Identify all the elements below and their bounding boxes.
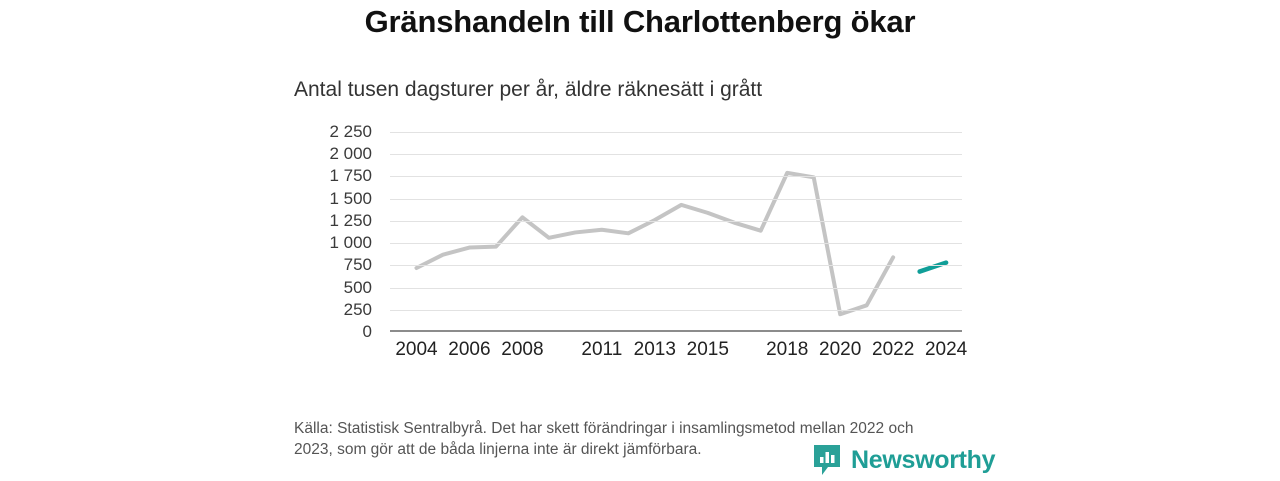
x-axis-tick-label: 2020 xyxy=(819,339,862,360)
gridline xyxy=(390,265,962,266)
y-axis-tick-label: 750 xyxy=(343,255,372,275)
y-axis-tick-label: 1 000 xyxy=(329,233,372,253)
x-axis-tick-label: 2015 xyxy=(686,339,729,360)
gridline xyxy=(390,132,962,133)
gridline xyxy=(390,310,962,311)
page-title: Gränshandeln till Charlottenberg ökar xyxy=(364,4,916,39)
x-axis-tick-label: 2024 xyxy=(924,339,968,360)
y-axis-tick-label: 2 250 xyxy=(329,122,372,141)
y-axis-tick-label: 250 xyxy=(343,299,372,319)
y-axis-tick-label: 2 000 xyxy=(329,144,372,164)
gridline xyxy=(390,243,962,244)
y-axis-tick-label: 1 750 xyxy=(329,166,372,186)
newsworthy-logo xyxy=(812,444,995,476)
chart-container xyxy=(294,124,974,369)
x-axis-tick-label: 2008 xyxy=(501,339,544,360)
x-axis-tick-label: 2022 xyxy=(872,339,915,360)
x-axis-line xyxy=(390,330,962,332)
series-line-new xyxy=(920,263,946,272)
x-axis-ticks xyxy=(390,339,968,369)
x-axis-tick-label: 2004 xyxy=(395,339,438,360)
x-axis-tick-label: 2013 xyxy=(633,339,676,360)
plot-area xyxy=(329,122,962,341)
gridline xyxy=(390,199,962,200)
gridline xyxy=(390,176,962,177)
y-axis-tick-label: 0 xyxy=(362,322,372,341)
y-axis-tick-label: 500 xyxy=(343,277,372,297)
series-lines xyxy=(390,132,962,332)
x-axis-tick-label: 2006 xyxy=(448,339,491,360)
gridline xyxy=(390,221,962,222)
gridline xyxy=(390,288,962,289)
chart-subtitle: Antal tusen dagsturer per år, äldre räknesätt i grått xyxy=(294,78,763,101)
x-axis-tick-label: 2018 xyxy=(766,339,809,360)
bar-chart-logo-icon xyxy=(812,444,842,476)
y-axis-tick-label: 1 500 xyxy=(329,188,372,208)
gridline xyxy=(390,154,962,155)
x-axis-tick-label: 2011 xyxy=(581,339,623,360)
y-axis-tick-label: 1 250 xyxy=(329,210,372,230)
logo-text: Newsworthy xyxy=(851,445,996,474)
source-note: Källa: Statistisk Sentralbyrå. Det har skett förändringar i insamlingsmetod mellan 2022 och 2023, som gör att de båda linjerna inte är direkt jämförbara. xyxy=(294,420,914,458)
